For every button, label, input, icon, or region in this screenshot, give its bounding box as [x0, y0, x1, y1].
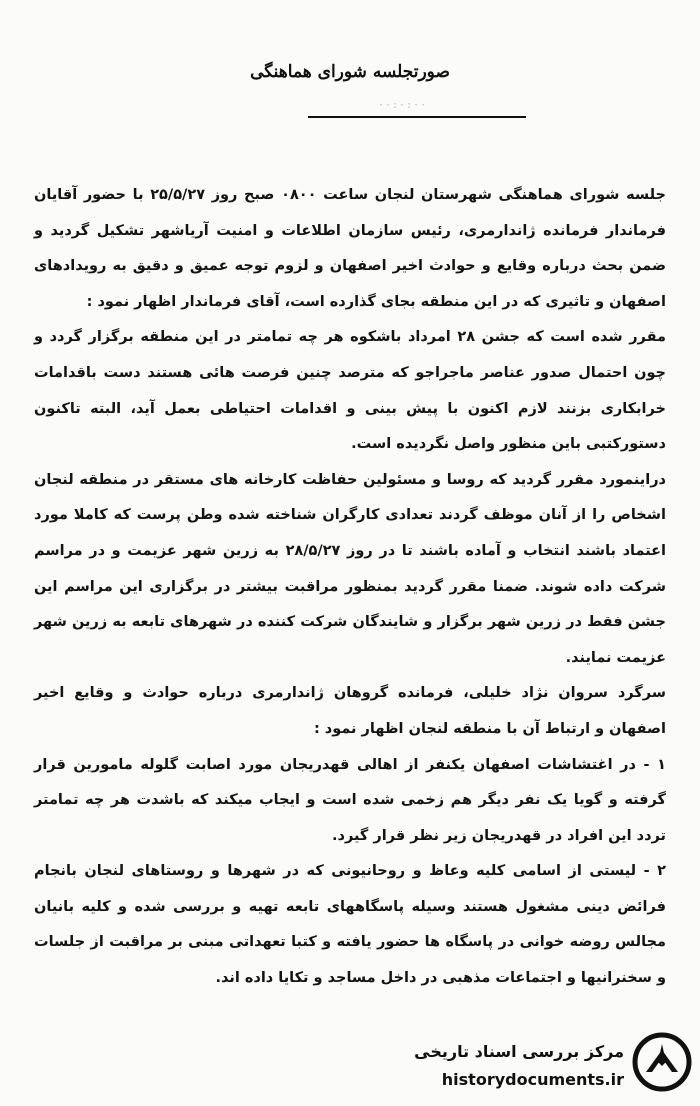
paragraph-5: ۱ - در اغتشاشات اصفهان یکنفر از اهالی قهدریجان مورد اصابت گلوله مامورین قرار گرفته و گویا یک نفر دیگر هم زخمی شده است و ایجاب میکند که باشدت هر چه تمامتر تردد این افراد در قهدریجان زیر نظر قرار گیرد. — [34, 756, 666, 844]
archive-watermark — [400, 1026, 700, 1106]
document-title: صورتجلسه شورای هماهنگی — [250, 62, 450, 82]
document-body — [34, 178, 666, 997]
paragraph-6: ۲ - لیستی از اسامی کلیه وعاظ و روحانیونی که در شهرها و روستاهای لنجان بانجام فرائض دینی مشغول هستند وسیله پاسگاههای تابعه تهیه و بررسی شده و کلیه بانیان مجالس روضه خوانی در پاسگاه ها حضور یافته و کتبا تعهداتی مبنی بر مراقبت از جلسات و سخنرانیها و اجتماعات مذهبی در داخل مساجد و تکایا داده اند. — [34, 863, 666, 987]
paragraph-3: دراینمورد مقرر گردید که روسا و مسئولین حفاظت کارخانه های مستقر در منطقه لنجان اشخاص را از آنان موظف گردند تعدادی کارگران شناخته شده وطن پرست که کاملا مورد اعتماد باشند انتخاب و آماده باشند تا در روز ۲۸/۵/۲۷ به زرین شهر عزیمت و در مراسم شرکت داده شوند. ضمنا مقرر گردید بمنظور مراقبت بیشتر در برگزاری این مراسم این جشن فقط در زرین شهر برگزار و شایندگان شرکت کننده در شهرهای تابعه به زرین شهر عزیمت نمایند. — [34, 471, 666, 666]
ink-smudge: ··:·:·· — [378, 100, 428, 111]
paragraph-2: مقرر شده است که جشن ۲۸ امرداد باشکوه هر چه تمامتر در این منطقه برگزار گردد و چون احتمال صدور عناصر ماجراجو که مترصد چنین فرصت هائی هستند دست باقدامات خرابکاری بزنند لازم اکنون با پیش بینی و اقدامات احتیاطی بعمل آید، البته تاکنون دستورکتبی باین منظور واصل نگردیده است. — [34, 329, 666, 453]
archive-name: مرکز بررسی اسناد تاریخی — [414, 1042, 624, 1061]
book-quill-logo-icon — [632, 1032, 692, 1092]
paragraph-1: جلسه شورای هماهنگی شهرستان لنجان ساعت ۰۸۰۰ صبح روز ۲۵/۵/۲۷ با حضور آقایان فرماندار فرمانده ژاندارمری، رئیس سازمان اطلاعات و امنیت آریاشهر تشکیل گردید و ضمن بحث درباره وقایع و حوادث اخیر اصفهان و لزوم توجه عمیق و دقیق به رویدادهای اصفهان و تاثیری که در این منطقه بجای گذارده است، آقای فرماندار اظهار نمود : — [34, 187, 667, 310]
title-underline — [308, 116, 526, 118]
archive-url: historydocuments.ir — [441, 1070, 624, 1089]
paragraph-4: سرگرد سروان نژاد خلیلی، فرمانده گروهان ژاندارمری درباره حوادث و وقایع اخیر اصفهان و ارتباط آن با منطقه لنجان اظهار نمود : — [34, 685, 666, 737]
